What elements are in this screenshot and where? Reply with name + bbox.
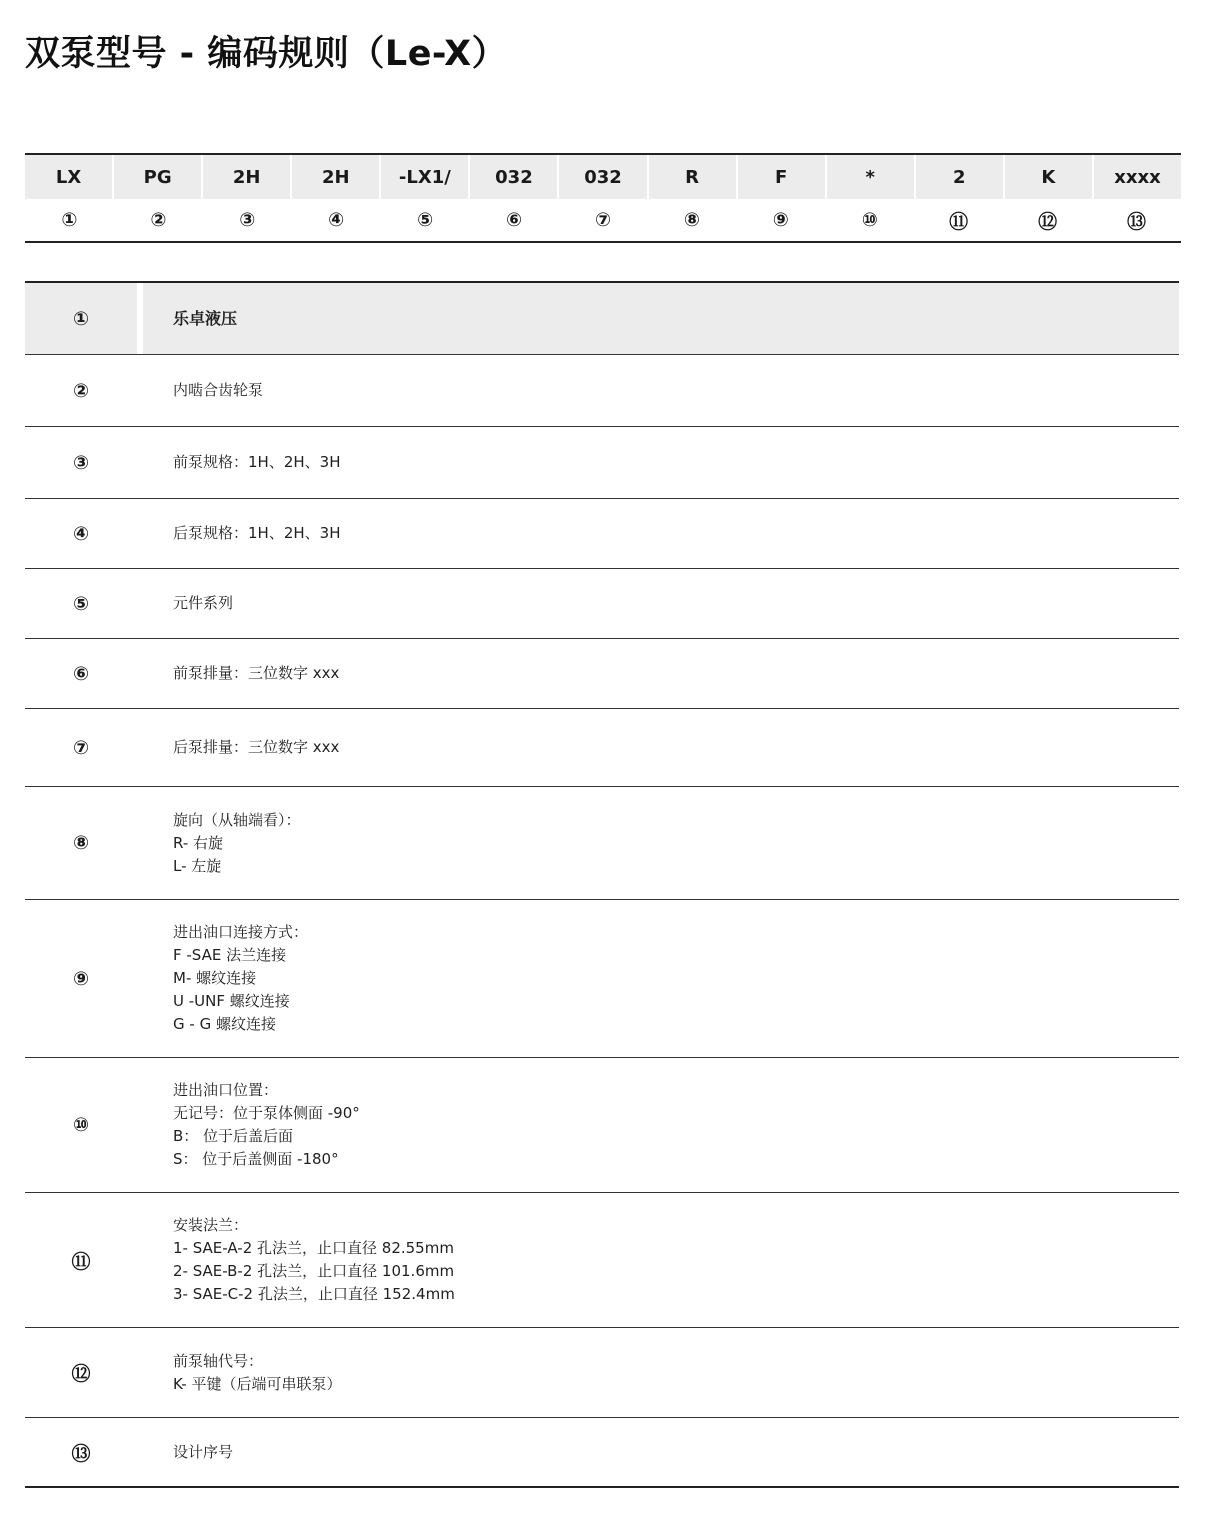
description-line: 前泵排量：三位数字 xxx xyxy=(173,664,340,682)
table-row xyxy=(25,283,1179,355)
code-table xyxy=(25,153,1181,243)
code-cell: * xyxy=(827,155,914,199)
table-row xyxy=(25,499,1179,569)
row-number: ④ xyxy=(72,522,90,545)
row-number: ① xyxy=(72,307,90,330)
description-line: 前泵规格：1H、2H、3H xyxy=(173,453,341,471)
description-line: 设计序号 xyxy=(173,1442,234,1461)
table-row xyxy=(25,900,1179,1058)
row-description xyxy=(137,283,1179,354)
row-description xyxy=(137,569,1179,638)
row-number: ③ xyxy=(72,451,90,474)
table-row xyxy=(25,569,1179,639)
description-line: 无记号：位于泵体侧面 -90° xyxy=(173,1104,360,1122)
code-number-label: ⑤ xyxy=(417,209,434,231)
code-number xyxy=(470,199,559,241)
row-description xyxy=(137,639,1179,708)
code-number xyxy=(114,199,203,241)
row-number: ⑧ xyxy=(72,832,90,854)
description-line: K- 平键（后端可串联泵） xyxy=(173,1374,342,1393)
code-cell: 032 xyxy=(470,155,557,199)
page-title: 双泵型号 - 编码规则（Le-X） xyxy=(25,34,508,74)
description-line: 2- SAE-B-2 孔法兰，止口直径 101.6mm xyxy=(173,1262,455,1280)
code-cell: F xyxy=(738,155,825,199)
row-description xyxy=(137,1193,1179,1327)
code-cell: LX xyxy=(25,155,112,199)
description-line: M- 螺纹连接 xyxy=(173,969,257,987)
code-number-label: ⑩ xyxy=(861,209,878,231)
row-description xyxy=(137,1058,1179,1192)
description-line: U -UNF 螺纹连接 xyxy=(173,992,290,1010)
row-number: ⑥ xyxy=(72,662,90,685)
code-number xyxy=(1092,199,1181,241)
table-row xyxy=(25,355,1179,427)
row-description xyxy=(137,355,1179,426)
description-line: G - G 螺纹连接 xyxy=(173,1015,276,1033)
table-row xyxy=(25,1193,1179,1328)
description-line: B： 位于后盖后面 xyxy=(173,1127,294,1145)
description-table xyxy=(25,281,1179,1488)
table-row xyxy=(25,787,1179,900)
row-number: ⑩ xyxy=(72,1114,90,1136)
code-cell: R xyxy=(649,155,736,199)
code-cell: 2H xyxy=(292,155,379,199)
code-number-label: ① xyxy=(61,209,78,231)
code-number xyxy=(25,199,114,241)
row-description xyxy=(137,499,1179,568)
description-line: 安装法兰： xyxy=(173,1216,249,1234)
code-cell: 032 xyxy=(559,155,646,199)
code-number xyxy=(914,199,1003,241)
description-line: 进出油口位置： xyxy=(173,1081,279,1099)
description-line: 后泵规格：1H、2H、3H xyxy=(173,524,341,542)
description-line: S： 位于后盖侧面 -180° xyxy=(173,1150,339,1168)
code-cell: 2H xyxy=(203,155,290,199)
row-description xyxy=(137,1418,1179,1486)
table-row xyxy=(25,427,1179,499)
code-number-label: ③ xyxy=(239,209,256,231)
code-number xyxy=(736,199,825,241)
code-cell: PG xyxy=(114,155,201,199)
code-row xyxy=(25,155,1181,199)
row-number: ⑪ xyxy=(71,1250,91,1273)
code-cell: K xyxy=(1005,155,1092,199)
row-number: ⑤ xyxy=(72,592,90,615)
code-number-label: ⑧ xyxy=(683,209,700,231)
row-number: ⑨ xyxy=(72,967,90,990)
row-description xyxy=(137,787,1179,899)
description-line: 进出油口连接方式： xyxy=(173,923,309,941)
code-number-label: ⑨ xyxy=(772,209,789,231)
row-number: ⑬ xyxy=(71,1442,91,1465)
code-number xyxy=(559,199,648,241)
table-row xyxy=(25,1328,1179,1418)
code-number-label: ⑫ xyxy=(1038,210,1058,233)
row-description xyxy=(137,709,1179,786)
code-number-label: ⑥ xyxy=(506,209,523,231)
code-number-label: ② xyxy=(150,209,167,231)
description-line: L- 左旋 xyxy=(173,856,222,875)
code-number-label: ⑪ xyxy=(949,210,969,233)
code-number-label: ⑦ xyxy=(594,209,612,231)
table-row xyxy=(25,1058,1179,1193)
description-line: 元件系列 xyxy=(173,594,234,612)
description-line: 1- SAE-A-2 孔法兰，止口直径 82.55mm xyxy=(173,1239,454,1257)
description-line: 内啮合齿轮泵 xyxy=(173,381,264,399)
description-line: 乐卓液压 xyxy=(173,309,238,328)
code-number xyxy=(647,199,736,241)
code-cell: xxxx xyxy=(1094,155,1181,199)
code-number-label: ④ xyxy=(328,209,345,231)
row-description xyxy=(137,1328,1179,1417)
code-number xyxy=(292,199,381,241)
description-line: 后泵排量：三位数字 xxx xyxy=(173,738,340,756)
table-row xyxy=(25,709,1179,787)
table-row xyxy=(25,639,1179,709)
description-line: 前泵轴代号： xyxy=(173,1351,264,1370)
row-number: ⑦ xyxy=(72,736,90,759)
description-line: F -SAE 法兰连接 xyxy=(173,946,287,964)
row-number: ⑫ xyxy=(71,1363,91,1385)
code-number xyxy=(1003,199,1092,241)
description-line: R- 右旋 xyxy=(173,833,223,852)
table-row xyxy=(25,1418,1179,1488)
description-line: 旋向（从轴端看）： xyxy=(173,810,301,829)
code-cell: -LX1/ xyxy=(381,155,468,199)
description-line: 3- SAE-C-2 孔法兰，止口直径 152.4mm xyxy=(173,1285,455,1303)
code-cell: 2 xyxy=(916,155,1003,199)
row-description xyxy=(137,427,1179,498)
code-number xyxy=(825,199,914,241)
code-number-row xyxy=(25,199,1181,241)
code-number-label: ⑬ xyxy=(1127,210,1147,233)
code-number xyxy=(381,199,470,241)
row-number: ② xyxy=(72,379,90,402)
code-number xyxy=(203,199,292,241)
row-description xyxy=(137,900,1179,1057)
